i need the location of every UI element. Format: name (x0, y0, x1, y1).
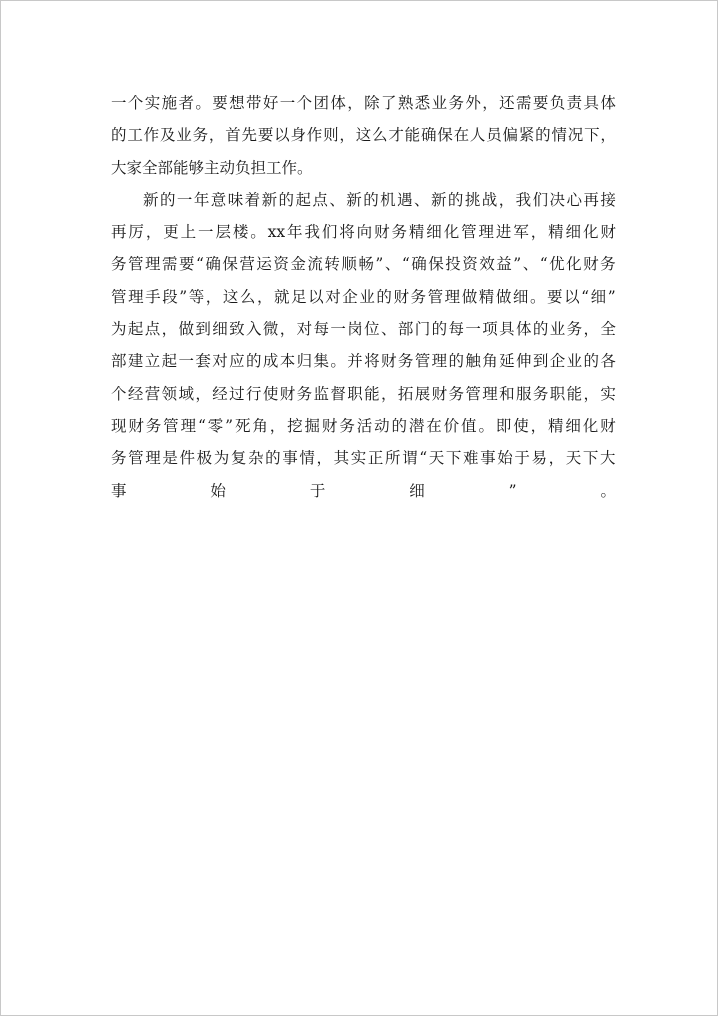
paragraph-2 (111, 184, 616, 539)
text-line: 现 财 务 管 理 “ 零 ” 死 角 ， 挖 掘 财 务 活 动 的 潜 在 价 值 。 即 使 ， 精 细 化 财 (111, 416, 616, 435)
text-line: 的 工 作 及 业 务 ， 首 先 要 以 身 作 则 ， 这 么 才 能 确 保 在 人 员 偏 紧 的 情 况 下 ， (111, 126, 616, 145)
text-line: 个 经 营 领 域 ， 经 过 行 使 财 务 监 督 职 能 ， 拓 展 财 务 管 理 和 服 务 职 能 ， 实 (111, 384, 616, 403)
text-line: 管 理 手 段 ” 等 ， 这 么 ， 就 足 以 对 企 业 的 财 务 管 理 做 精 做 细 。 要 以 “ 细 ” (111, 287, 616, 306)
text-line: 务 管 理 需 要 “ 确 保 营 运 资 金 流 转 顺 畅 ” 、 “ 确 保 投 资 效 益 ” 、 “ 优 化 财 务 (111, 255, 616, 274)
text-line: 大家全部能够主动负担工作。 (111, 158, 313, 177)
text-line: 务 管 理 是 件 极 为 复 杂 的 事 情 ， 其 实 正 所 谓 “ 天 下 难 事 始 于 易 ， 天 下 大 (111, 449, 616, 468)
text-line: 再 厉 ， 更 上 一 层 楼 。 xx 年 我 们 将 向 财 务 精 细 化 管 理 进 军 ， 精 细 化 财 (111, 223, 616, 242)
text-line: 部 建 立 起 一 套 对 应 的 成 本 归 集 。 并 将 财 务 管 理 的 触 角 延 伸 到 企 业 的 各 (111, 352, 616, 371)
text-line: 一 个 实 施 者 。 要 想 带 好 一 个 团 体 ， 除 了 熟 悉 业 务 外 ， 还 需 要 负 责 具 体 (111, 94, 616, 112)
text-line: 新 的 一 年 意 味 着 新 的 起 点 、 新 的 机 遇 、 新 的 挑 战 ， 我 们 决 心 再 接 (143, 190, 616, 209)
document-body (111, 87, 616, 539)
paragraph-1 (111, 87, 616, 184)
text-line (111, 507, 616, 539)
text-line: 为 起 点 ， 做 到 细 致 入 微 ， 对 每 一 岗 位 、 部 门 的 每 一 项 具 体 的 业 务 ， 全 (111, 320, 616, 339)
text-line: 事 始 于 细 ” 。 (111, 481, 616, 500)
